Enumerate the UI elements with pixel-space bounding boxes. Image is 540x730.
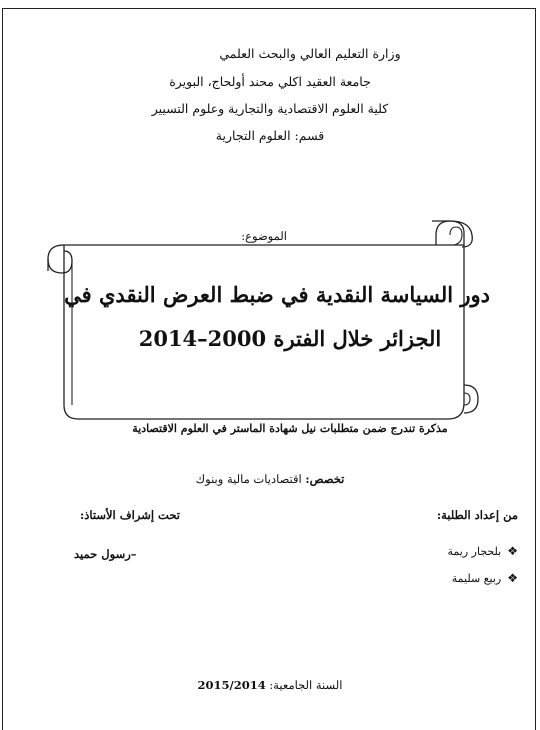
academic-year: [150, 678, 390, 692]
subject-label: الموضوع:: [241, 229, 287, 243]
memo-description: مذكرة تندرج ضمن متطلبات نيل شهادة الماستر في العلوم الاقتصادية: [132, 422, 448, 435]
supervisor-label: تحت إشراف الأستاذ:: [80, 508, 180, 522]
specialization-label: تخصص:: [305, 472, 345, 486]
diamond-bullet-icon: ❖: [507, 544, 518, 558]
thesis-title-line-2: الجزائر خلال الفترة 2000–2014: [138, 326, 442, 351]
faculty-line: كلية العلوم الاقتصادية والتجارية وعلوم التسيير: [151, 101, 389, 116]
student-name: ربيع سليمة: [451, 572, 502, 585]
student-name: بلحجار ريمة: [447, 545, 502, 558]
specialization: [90, 472, 450, 486]
specialization-value: اقتصاديات مالية وبنوك: [195, 472, 302, 486]
student-item: [452, 571, 518, 585]
supervisor-name: –رسول حميد: [74, 547, 137, 561]
students-label: من إعداد الطلبة:: [436, 508, 518, 522]
title-scroll-banner: [38, 215, 488, 423]
ministry-line: وزارة التعليم العالي والبحث العلمي: [219, 46, 401, 61]
page-border-top: [2, 8, 536, 9]
department-line: قسم: العلوم التجارية: [215, 128, 325, 143]
student-item: [448, 544, 518, 558]
academic-year-label: السنة الجامعية:: [269, 678, 343, 692]
academic-year-value: 2015/2014: [197, 678, 266, 692]
university-line: جامعة العقيد اكلي محند أولحاج، البويرة: [169, 74, 371, 89]
diamond-bullet-icon: ❖: [507, 571, 518, 585]
thesis-title-line-1: دور السياسة النقدية في ضبط العرض النقدي في: [64, 282, 490, 307]
